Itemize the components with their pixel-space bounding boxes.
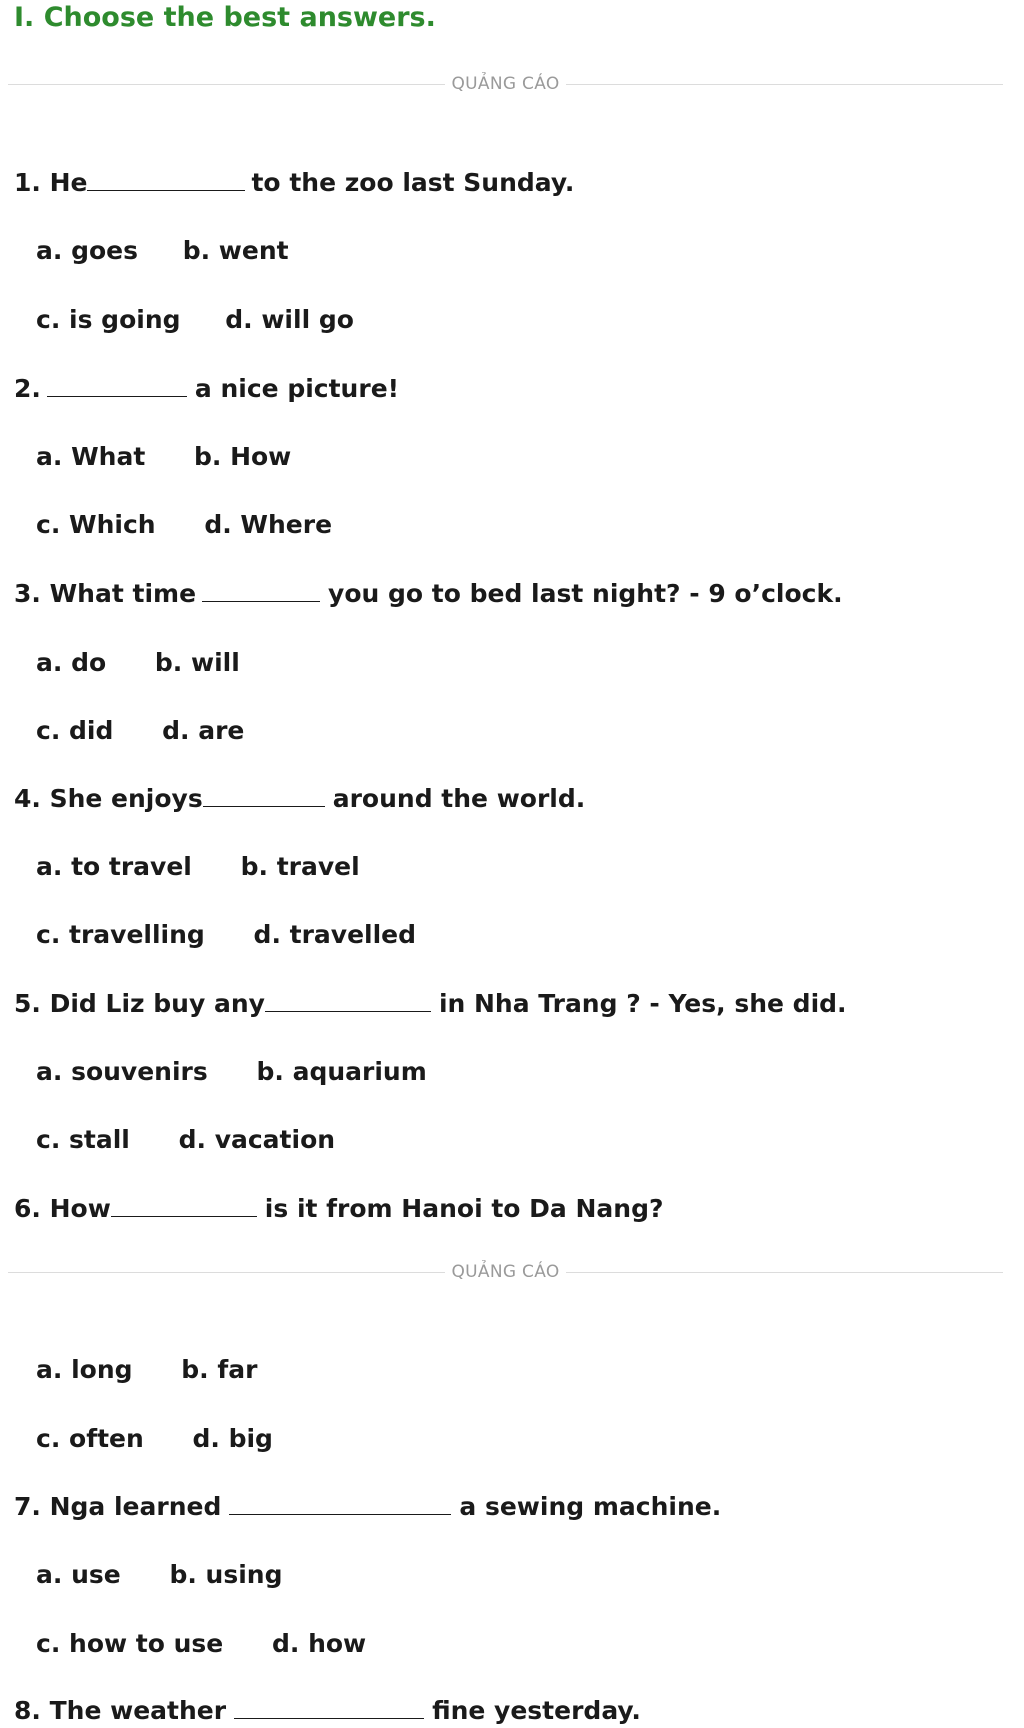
divider-line bbox=[8, 84, 445, 85]
question-6 bbox=[14, 1192, 664, 1226]
option-b[interactable]: b. went bbox=[182, 236, 289, 265]
option-b[interactable]: b. aquarium bbox=[256, 1057, 427, 1086]
option-c[interactable]: c. how to use bbox=[36, 1629, 224, 1658]
options-row bbox=[36, 1123, 335, 1157]
option-a[interactable]: a. souvenirs bbox=[36, 1057, 208, 1086]
options-row bbox=[36, 1627, 366, 1661]
ad-label: QUẢNG CÁO bbox=[451, 1262, 560, 1282]
question-text: 2. bbox=[14, 374, 41, 403]
divider-line bbox=[566, 84, 1003, 85]
option-a[interactable]: a. to travel bbox=[36, 852, 192, 881]
options-row bbox=[36, 714, 244, 748]
options-row bbox=[36, 508, 332, 542]
question-text: 5. Did Liz buy any bbox=[14, 989, 265, 1018]
answer-blank bbox=[87, 166, 245, 191]
option-c[interactable]: c. often bbox=[36, 1424, 144, 1453]
question-5 bbox=[14, 987, 847, 1021]
question-3 bbox=[14, 577, 843, 611]
ad-label: QUẢNG CÁO bbox=[451, 74, 560, 94]
question-text: 7. Nga learned bbox=[14, 1492, 222, 1521]
option-b[interactable]: b. How bbox=[193, 442, 292, 471]
ad-divider-middle bbox=[8, 1260, 1003, 1284]
option-c[interactable]: c. Which bbox=[36, 510, 156, 539]
question-text: 6. How bbox=[14, 1194, 111, 1223]
question-8 bbox=[14, 1694, 641, 1728]
question-text: you go to bed last night? - 9 o’clock. bbox=[328, 579, 843, 608]
question-text: 1. He bbox=[14, 168, 88, 197]
option-b[interactable]: b. far bbox=[181, 1355, 258, 1384]
section-title: I. Choose the best answers. bbox=[14, 2, 436, 33]
options-row bbox=[36, 646, 240, 680]
question-4 bbox=[14, 782, 585, 816]
option-d[interactable]: d. will go bbox=[225, 305, 354, 334]
answer-blank bbox=[203, 782, 325, 807]
option-d[interactable]: d. Where bbox=[204, 510, 333, 539]
option-c[interactable]: c. did bbox=[36, 716, 114, 745]
answer-blank bbox=[229, 1490, 451, 1515]
question-text: 3. What time bbox=[14, 579, 197, 608]
options-row bbox=[36, 918, 416, 952]
question-text: in Nha Trang ? - Yes, she did. bbox=[438, 989, 847, 1018]
option-d[interactable]: d. how bbox=[271, 1629, 367, 1658]
question-text: a nice picture! bbox=[194, 374, 400, 403]
option-a[interactable]: a. long bbox=[36, 1355, 133, 1384]
option-c[interactable]: c. stall bbox=[36, 1125, 130, 1154]
options-row bbox=[36, 440, 291, 474]
question-text: 8. The weather bbox=[14, 1696, 227, 1725]
option-c[interactable]: c. travelling bbox=[36, 920, 205, 949]
question-text: is it from Hanoi to Da Nang? bbox=[264, 1194, 664, 1223]
option-b[interactable]: b. using bbox=[169, 1560, 283, 1589]
option-b[interactable]: b. will bbox=[154, 648, 240, 677]
options-row bbox=[36, 1055, 427, 1089]
options-row bbox=[36, 850, 360, 884]
option-c[interactable]: c. is going bbox=[36, 305, 181, 334]
question-text: around the world. bbox=[332, 784, 586, 813]
option-d[interactable]: d. travelled bbox=[253, 920, 417, 949]
answer-blank bbox=[202, 577, 320, 602]
divider-line bbox=[8, 1272, 445, 1273]
ad-divider-top bbox=[8, 72, 1003, 96]
options-row bbox=[36, 1558, 282, 1592]
question-text: fine yesterday. bbox=[432, 1696, 641, 1725]
option-d[interactable]: d. are bbox=[162, 716, 245, 745]
option-a[interactable]: a. use bbox=[36, 1560, 121, 1589]
options-row bbox=[36, 303, 354, 337]
question-7 bbox=[14, 1490, 721, 1524]
divider-line bbox=[566, 1272, 1003, 1273]
answer-blank bbox=[47, 372, 187, 397]
question-1 bbox=[14, 166, 574, 200]
question-2 bbox=[14, 372, 399, 406]
option-a[interactable]: a. goes bbox=[36, 236, 138, 265]
question-text: a sewing machine. bbox=[459, 1492, 722, 1521]
option-a[interactable]: a. What bbox=[36, 442, 146, 471]
option-d[interactable]: d. big bbox=[192, 1424, 273, 1453]
answer-blank bbox=[234, 1694, 424, 1719]
option-d[interactable]: d. vacation bbox=[178, 1125, 336, 1154]
question-text: to the zoo last Sunday. bbox=[251, 168, 575, 197]
answer-blank bbox=[111, 1192, 257, 1217]
question-text: 4. She enjoys bbox=[14, 784, 203, 813]
options-row bbox=[36, 1353, 257, 1387]
options-row bbox=[36, 1422, 273, 1456]
option-a[interactable]: a. do bbox=[36, 648, 107, 677]
options-row bbox=[36, 234, 289, 268]
answer-blank bbox=[265, 987, 431, 1012]
option-b[interactable]: b. travel bbox=[240, 852, 360, 881]
